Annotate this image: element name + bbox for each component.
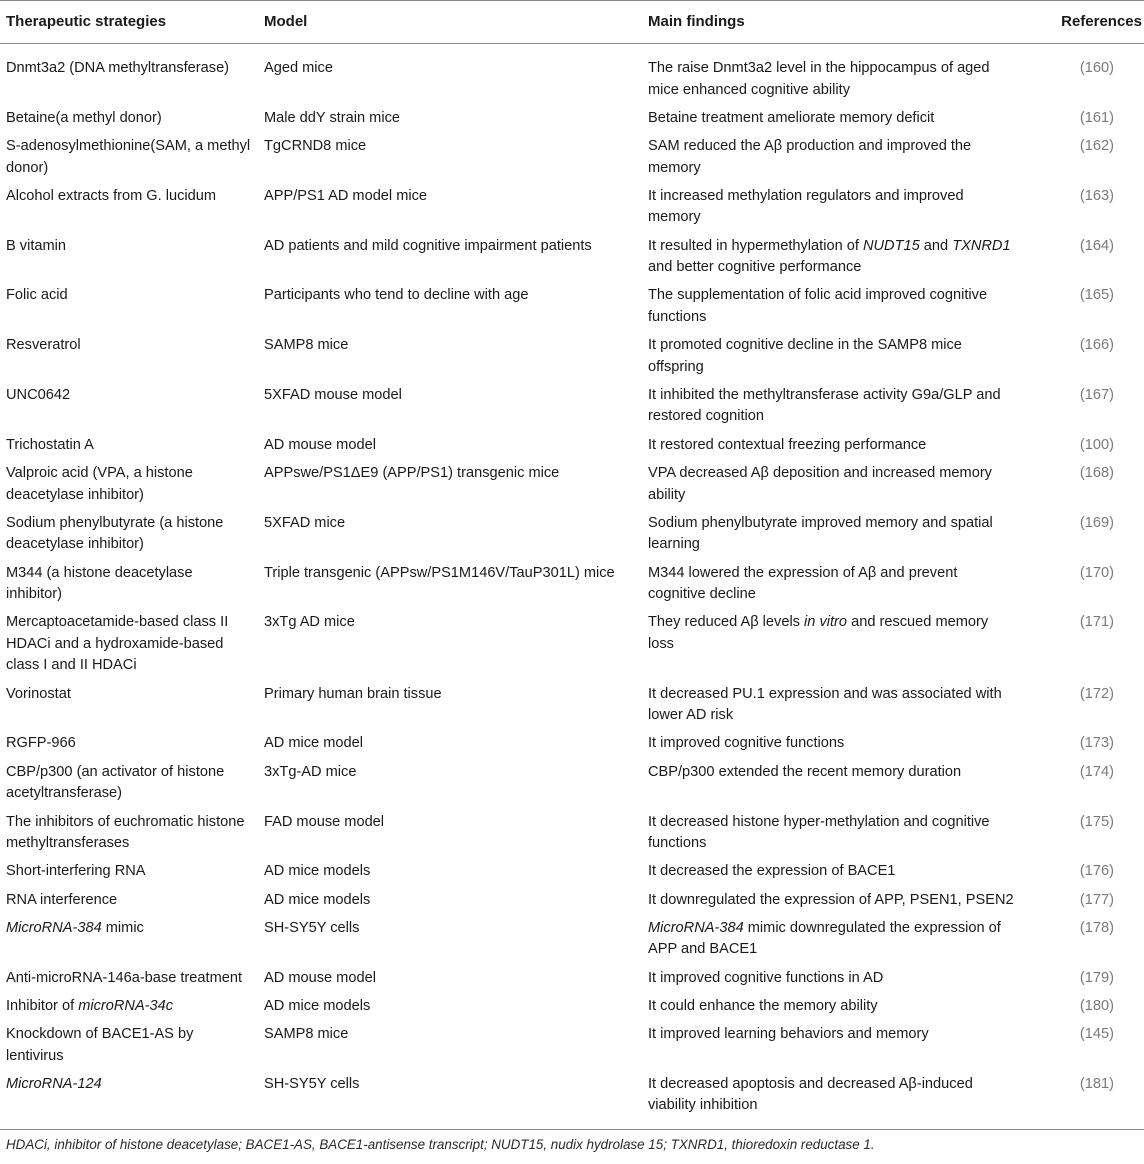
text-segment: It increased methylation regulators and improved memory bbox=[648, 187, 964, 226]
text-segment: It improved cognitive functions bbox=[648, 735, 845, 752]
text-segment: The inhibitors of euchromatic histone methyltransferases bbox=[6, 813, 245, 851]
text-segment: RNA interference bbox=[6, 891, 118, 908]
cell-model bbox=[258, 332, 642, 382]
header-references: References bbox=[1020, 1, 1144, 44]
text-segment: 3xTg AD mice bbox=[264, 614, 355, 631]
cell-model bbox=[258, 232, 642, 282]
table-row bbox=[0, 133, 1144, 183]
table-row bbox=[0, 509, 1144, 559]
cell-model bbox=[258, 431, 642, 459]
text-segment: AD mice models bbox=[264, 997, 371, 1014]
cell-reference[interactable]: (169) bbox=[1079, 514, 1114, 531]
cell-reference[interactable]: (174) bbox=[1079, 763, 1114, 780]
header-row bbox=[0, 1, 1144, 44]
table-row bbox=[0, 232, 1144, 282]
table-row bbox=[0, 282, 1144, 332]
cell-therapeutic-strategy bbox=[0, 559, 258, 609]
text-segment: Valproic acid (VPA, a histone deacetylase inhibitor) bbox=[6, 465, 193, 503]
text-segment: It improved learning behaviors and memory bbox=[648, 1026, 929, 1043]
table-row bbox=[0, 382, 1144, 432]
cell-therapeutic-strategy bbox=[0, 104, 258, 132]
cell-reference[interactable]: (180) bbox=[1079, 997, 1114, 1014]
text-segment: AD mice model bbox=[264, 735, 363, 752]
cell-main-findings bbox=[642, 382, 1020, 432]
cell-model bbox=[258, 382, 642, 432]
text-segment: FAD mouse model bbox=[264, 813, 385, 830]
text-segment: SAMP8 mice bbox=[264, 337, 349, 354]
text-segment: Triple transgenic (APPsw/PS1M146V/TauP301L) mice bbox=[264, 564, 615, 581]
cell-model bbox=[258, 758, 642, 808]
cell-model bbox=[258, 1021, 642, 1071]
cell-main-findings bbox=[642, 104, 1020, 132]
text-segment: S-adenosylmethionine(SAM, a methyl donor) bbox=[6, 138, 251, 176]
text-segment: Alcohol extracts from G. lucidum bbox=[6, 187, 217, 204]
cell-reference[interactable]: (178) bbox=[1079, 919, 1114, 936]
cell-main-findings bbox=[642, 964, 1020, 992]
cell-model bbox=[258, 858, 642, 886]
cell-main-findings bbox=[642, 1021, 1020, 1071]
text-segment: Sodium phenylbutyrate (a histone deacetylase inhibitor) bbox=[6, 514, 224, 553]
cell-reference[interactable]: (173) bbox=[1079, 735, 1114, 752]
text-segment: SAM reduced the Aβ production and improved the memory bbox=[648, 138, 972, 176]
text-segment: It restored contextual freezing performance bbox=[648, 436, 927, 453]
italic-text: TXNRD1 bbox=[952, 237, 1011, 254]
text-segment: Betaine treatment ameliorate memory deficit bbox=[648, 109, 935, 126]
cell-reference[interactable]: (168) bbox=[1079, 465, 1114, 482]
table-row bbox=[0, 914, 1144, 964]
table-row bbox=[0, 808, 1144, 858]
cell-therapeutic-strategy bbox=[0, 1021, 258, 1071]
italic-text: MicroRNA-124 bbox=[6, 1075, 102, 1092]
cell-model bbox=[258, 1071, 642, 1130]
cell-model bbox=[258, 44, 642, 105]
cell-model bbox=[258, 914, 642, 964]
text-segment: Vorinostat bbox=[6, 685, 71, 702]
text-segment: 5XFAD mouse model bbox=[264, 386, 402, 403]
table-row bbox=[0, 44, 1144, 105]
text-segment: Aged mice bbox=[264, 60, 333, 76]
text-segment: It downregulated the expression of APP, PSEN1, PSEN2 bbox=[648, 891, 1014, 908]
italic-text: MicroRNA-384 bbox=[6, 919, 102, 936]
text-segment: Trichostatin A bbox=[6, 436, 94, 453]
cell-reference[interactable]: (145) bbox=[1079, 1026, 1114, 1043]
table-row bbox=[0, 680, 1144, 730]
text-segment: Folic acid bbox=[6, 287, 68, 304]
cell-reference[interactable]: (177) bbox=[1079, 891, 1114, 908]
cell-reference[interactable]: (170) bbox=[1079, 564, 1114, 581]
header-main-findings: Main findings bbox=[642, 1, 1020, 44]
cell-reference[interactable]: (163) bbox=[1079, 187, 1114, 204]
table-row bbox=[0, 964, 1144, 992]
cell-therapeutic-strategy bbox=[0, 332, 258, 382]
table-row bbox=[0, 1071, 1144, 1130]
cell-therapeutic-strategy bbox=[0, 730, 258, 758]
cell-therapeutic-strategy bbox=[0, 808, 258, 858]
cell-main-findings bbox=[642, 332, 1020, 382]
table-row bbox=[0, 758, 1144, 808]
text-segment: AD mouse model bbox=[264, 969, 376, 986]
cell-main-findings bbox=[642, 758, 1020, 808]
cell-therapeutic-strategy bbox=[0, 858, 258, 886]
text-segment: Anti-microRNA-146a-base treatment bbox=[6, 969, 243, 986]
text-segment: Resveratrol bbox=[6, 337, 81, 354]
cell-reference[interactable]: (176) bbox=[1079, 863, 1114, 880]
cell-reference[interactable]: (167) bbox=[1079, 386, 1114, 403]
table-row bbox=[0, 858, 1144, 886]
cell-main-findings bbox=[642, 609, 1020, 680]
cell-model bbox=[258, 808, 642, 858]
text-segment: SH-SY5Y cells bbox=[264, 1075, 360, 1092]
cell-model bbox=[258, 104, 642, 132]
cell-main-findings bbox=[642, 730, 1020, 758]
text-segment: M344 lowered the expression of Aβ and prevent cognitive decline bbox=[648, 564, 958, 603]
italic-text: NUDT15 bbox=[862, 237, 920, 254]
text-segment: It inhibited the methyltransferase activity G9a/GLP and restored cognition bbox=[648, 386, 1001, 425]
cell-model bbox=[258, 460, 642, 510]
cell-main-findings bbox=[642, 993, 1020, 1021]
text-segment: mimic bbox=[101, 919, 144, 936]
cell-model bbox=[258, 282, 642, 332]
text-segment: Mercaptoacetamide-based class II HDACi and a hydroxamide-based class I and II HDACi bbox=[6, 614, 229, 674]
text-segment: APP/PS1 AD model mice bbox=[264, 187, 428, 204]
cell-reference[interactable]: (165) bbox=[1079, 287, 1114, 304]
cell-therapeutic-strategy bbox=[0, 460, 258, 510]
table-row bbox=[0, 559, 1144, 609]
text-segment: RGFP-966 bbox=[6, 735, 76, 752]
cell-model bbox=[258, 133, 642, 183]
text-segment: VPA decreased Aβ deposition and increased memory ability bbox=[648, 465, 992, 503]
text-segment: It promoted cognitive decline in the SAMP8 mice offspring bbox=[648, 337, 962, 375]
cell-therapeutic-strategy bbox=[0, 886, 258, 914]
text-segment: It resulted in hypermethylation of bbox=[648, 237, 863, 254]
cell-reference[interactable]: (181) bbox=[1020, 1071, 1144, 1130]
italic-text: MicroRNA-384 bbox=[648, 919, 744, 936]
cell-therapeutic-strategy bbox=[0, 964, 258, 992]
text-segment: and bbox=[919, 237, 953, 254]
table-row bbox=[0, 609, 1144, 680]
text-segment: and rescued memory loss bbox=[648, 614, 989, 652]
cell-main-findings bbox=[642, 133, 1020, 183]
text-segment: Short-interfering RNA bbox=[6, 863, 146, 880]
cell-main-findings bbox=[642, 232, 1020, 282]
cell-model bbox=[258, 559, 642, 609]
cell-therapeutic-strategy bbox=[0, 282, 258, 332]
header-therapeutic-strategies: Therapeutic strategies bbox=[0, 1, 258, 44]
text-segment: It could enhance the memory ability bbox=[648, 997, 878, 1014]
italic-text: microRNA-34c bbox=[78, 997, 174, 1014]
text-segment: APPswe/PS1ΔE9 (APP/PS1) transgenic mice bbox=[264, 465, 560, 482]
text-segment: AD mice models bbox=[264, 891, 371, 908]
cell-therapeutic-strategy bbox=[0, 431, 258, 459]
cell-therapeutic-strategy bbox=[0, 133, 258, 183]
text-segment: UNC0642 bbox=[6, 386, 71, 403]
cell-model bbox=[258, 993, 642, 1021]
table-row bbox=[0, 104, 1144, 132]
cell-therapeutic-strategy bbox=[0, 44, 258, 105]
text-segment: mimic downregulated the expression of APP and BACE1 bbox=[648, 919, 1001, 958]
cell-reference[interactable]: (162) bbox=[1079, 138, 1114, 155]
text-segment: It improved cognitive functions in AD bbox=[648, 969, 884, 986]
cell-therapeutic-strategy bbox=[0, 758, 258, 808]
table-row bbox=[0, 182, 1144, 232]
cell-main-findings bbox=[642, 559, 1020, 609]
text-segment: Inhibitor of bbox=[6, 997, 79, 1014]
cell-main-findings bbox=[642, 509, 1020, 559]
cell-reference[interactable]: (172) bbox=[1079, 685, 1114, 702]
cell-reference[interactable]: (164) bbox=[1079, 237, 1114, 254]
cell-reference[interactable]: (160) bbox=[1079, 60, 1114, 76]
table-row bbox=[0, 460, 1144, 510]
cell-main-findings bbox=[642, 808, 1020, 858]
cell-therapeutic-strategy bbox=[0, 1071, 258, 1130]
cell-reference[interactable]: (166) bbox=[1079, 337, 1114, 354]
text-segment: It decreased histone hyper-methylation and cognitive functions bbox=[648, 813, 990, 851]
table-row bbox=[0, 431, 1144, 459]
cell-main-findings bbox=[642, 914, 1020, 964]
text-segment: Primary human brain tissue bbox=[264, 685, 442, 702]
cell-main-findings bbox=[642, 886, 1020, 914]
text-segment: It decreased PU.1 expression and was associated with lower AD risk bbox=[648, 685, 1002, 724]
text-segment: It decreased apoptosis and decreased Aβ-induced viability inhibition bbox=[648, 1075, 973, 1114]
cell-main-findings bbox=[642, 431, 1020, 459]
cell-main-findings bbox=[642, 460, 1020, 510]
text-segment: The supplementation of folic acid improved cognitive functions bbox=[648, 287, 988, 325]
table-body bbox=[0, 44, 1144, 1130]
text-segment: They reduced Aβ levels bbox=[648, 614, 805, 631]
cell-reference[interactable]: (161) bbox=[1079, 109, 1114, 126]
cell-model bbox=[258, 730, 642, 758]
table-row bbox=[0, 993, 1144, 1021]
text-segment: AD patients and mild cognitive impairment patients bbox=[264, 237, 592, 254]
text-segment: M344 (a histone deacetylase inhibitor) bbox=[6, 564, 193, 603]
text-segment: 5XFAD mice bbox=[264, 514, 346, 531]
cell-therapeutic-strategy bbox=[0, 232, 258, 282]
table-footnote: HDACi, inhibitor of histone deacetylase; BACE1-AS, BACE1-antisense transcript; NUDT15, nudix hydrolase 15; TXNRD1, thioredoxin reductase 1. bbox=[6, 1136, 875, 1152]
cell-reference[interactable]: (175) bbox=[1079, 813, 1114, 830]
cell-therapeutic-strategy bbox=[0, 609, 258, 680]
cell-model bbox=[258, 680, 642, 730]
cell-model bbox=[258, 609, 642, 680]
cell-main-findings bbox=[642, 182, 1020, 232]
text-segment: Knockdown of BACE1-AS by lentivirus bbox=[6, 1026, 194, 1064]
cell-model bbox=[258, 964, 642, 992]
cell-reference[interactable]: (171) bbox=[1079, 614, 1114, 631]
text-segment: Participants who tend to decline with age bbox=[264, 287, 529, 304]
cell-reference[interactable]: (179) bbox=[1079, 969, 1114, 986]
text-segment: The raise Dnmt3a2 level in the hippocampus of aged mice enhanced cognitive ability bbox=[648, 60, 990, 98]
cell-main-findings bbox=[642, 44, 1020, 105]
cell-main-findings bbox=[642, 858, 1020, 886]
text-segment: Betaine(a methyl donor) bbox=[6, 109, 162, 126]
cell-therapeutic-strategy bbox=[0, 914, 258, 964]
cell-reference[interactable]: (100) bbox=[1079, 436, 1114, 453]
text-segment: and better cognitive performance bbox=[648, 259, 862, 276]
table-row bbox=[0, 730, 1144, 758]
text-segment: Sodium phenylbutyrate improved memory and spatial learning bbox=[648, 514, 993, 553]
text-segment: CBP/p300 extended the recent memory duration bbox=[648, 763, 962, 780]
text-segment: AD mice models bbox=[264, 863, 371, 880]
header-model: Model bbox=[258, 1, 642, 44]
cell-model bbox=[258, 509, 642, 559]
text-segment: Male ddY strain mice bbox=[264, 109, 400, 126]
text-segment: 3xTg-AD mice bbox=[264, 763, 357, 780]
cell-therapeutic-strategy bbox=[0, 993, 258, 1021]
text-segment: B vitamin bbox=[6, 237, 67, 254]
cell-therapeutic-strategy bbox=[0, 182, 258, 232]
cell-main-findings bbox=[642, 282, 1020, 332]
text-segment: TgCRND8 mice bbox=[264, 138, 367, 155]
table-row bbox=[0, 1021, 1144, 1071]
cell-therapeutic-strategy bbox=[0, 509, 258, 559]
italic-text: in vitro bbox=[804, 614, 848, 631]
text-segment: SH-SY5Y cells bbox=[264, 919, 360, 936]
cell-main-findings bbox=[642, 1071, 1020, 1130]
text-segment: AD mouse model bbox=[264, 436, 376, 453]
cell-model bbox=[258, 886, 642, 914]
cell-model bbox=[258, 182, 642, 232]
table-row bbox=[0, 332, 1144, 382]
text-segment: CBP/p300 (an activator of histone acetyltransferase) bbox=[6, 763, 225, 802]
cell-therapeutic-strategy bbox=[0, 382, 258, 432]
table-row bbox=[0, 886, 1144, 914]
text-segment: SAMP8 mice bbox=[264, 1026, 349, 1043]
table-header bbox=[0, 1, 1144, 44]
cell-main-findings bbox=[642, 680, 1020, 730]
cell-therapeutic-strategy bbox=[0, 680, 258, 730]
text-segment: Dnmt3a2 (DNA methyltransferase) bbox=[6, 60, 230, 76]
text-segment: It decreased the expression of BACE1 bbox=[648, 863, 896, 880]
